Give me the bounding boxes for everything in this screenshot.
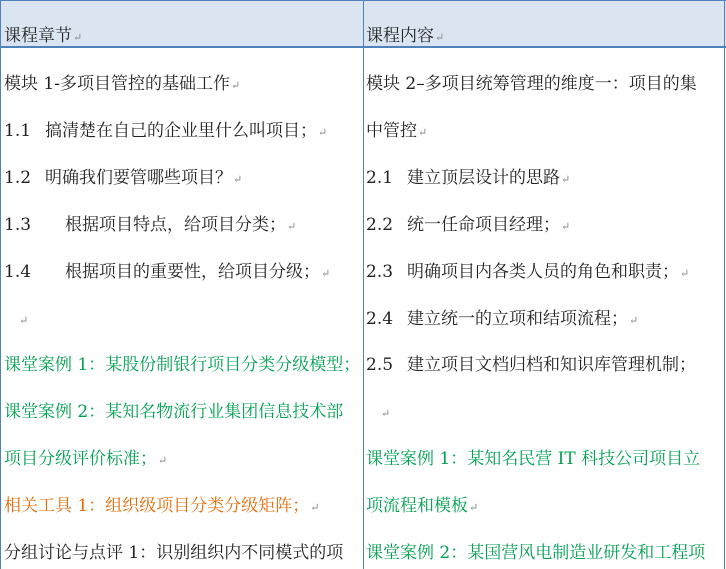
case-1-right-line2: 项流程和模板↵ (366, 496, 479, 516)
module-1-title: 模块 1-多项目管控的基础工作↵ (4, 74, 241, 94)
item-1-1: 1.1 搞清楚在自己的企业里什么叫项目；↵ (4, 121, 328, 141)
empty-paragraph-right: ↵ (381, 407, 391, 420)
case-2-right: 课堂案例 2：某国营风电制造业研发和工程项 (366, 543, 706, 563)
content-column (366, 0, 724, 569)
item-2-4: 2.4 建立统一的立项和结项流程；↵ (366, 309, 639, 329)
item-2-3: 2.3 明确项目内各类人员的角色和职责；↵ (366, 262, 690, 282)
header-chapter: 课程章节↵ (4, 26, 83, 46)
table-left-border (0, 0, 1, 569)
case-2-left-line1: 课堂案例 2：某知名物流行业集团信息技术部 (4, 402, 344, 422)
case-2-left-line2: 项目分级评价标准；↵ (4, 449, 168, 469)
module-2-title-line2: 中管控↵ (366, 121, 428, 141)
column-divider (363, 0, 364, 569)
tool-1-left: 相关工具 1：组织级项目分类分级矩阵；↵ (4, 496, 320, 516)
empty-paragraph: ↵ (19, 314, 29, 327)
item-2-2: 2.2 统一任命项目经理；↵ (366, 215, 571, 235)
item-1-2: 1.2 明确我们要管哪些项目？↵ (4, 168, 243, 188)
item-1-3: 1.3 根据项目特点，给项目分类；↵ (4, 215, 297, 235)
table-right-border (724, 0, 725, 569)
item-2-1: 2.1 建立顶层设计的思路↵ (366, 168, 571, 188)
header-content: 课程内容↵ (366, 26, 445, 46)
case-1-left: 课堂案例 1：某股份制银行项目分类分级模型； (4, 355, 361, 375)
item-1-4: 1.4 根据项目的重要性，给项目分级；↵ (4, 262, 331, 282)
case-1-right-line1: 课堂案例 1：某知名民营 IT 科技公司项目立 (366, 449, 701, 469)
module-2-title-line1: 模块 2–多项目统筹管理的维度一：项目的集 (366, 74, 697, 94)
chapter-column (4, 0, 362, 569)
item-2-5: 2.5 建立项目文档归档和知识库管理机制； (366, 355, 697, 375)
discussion-1-left: 分组讨论与点评 1：识别组织内不同模式的项 (4, 543, 344, 563)
